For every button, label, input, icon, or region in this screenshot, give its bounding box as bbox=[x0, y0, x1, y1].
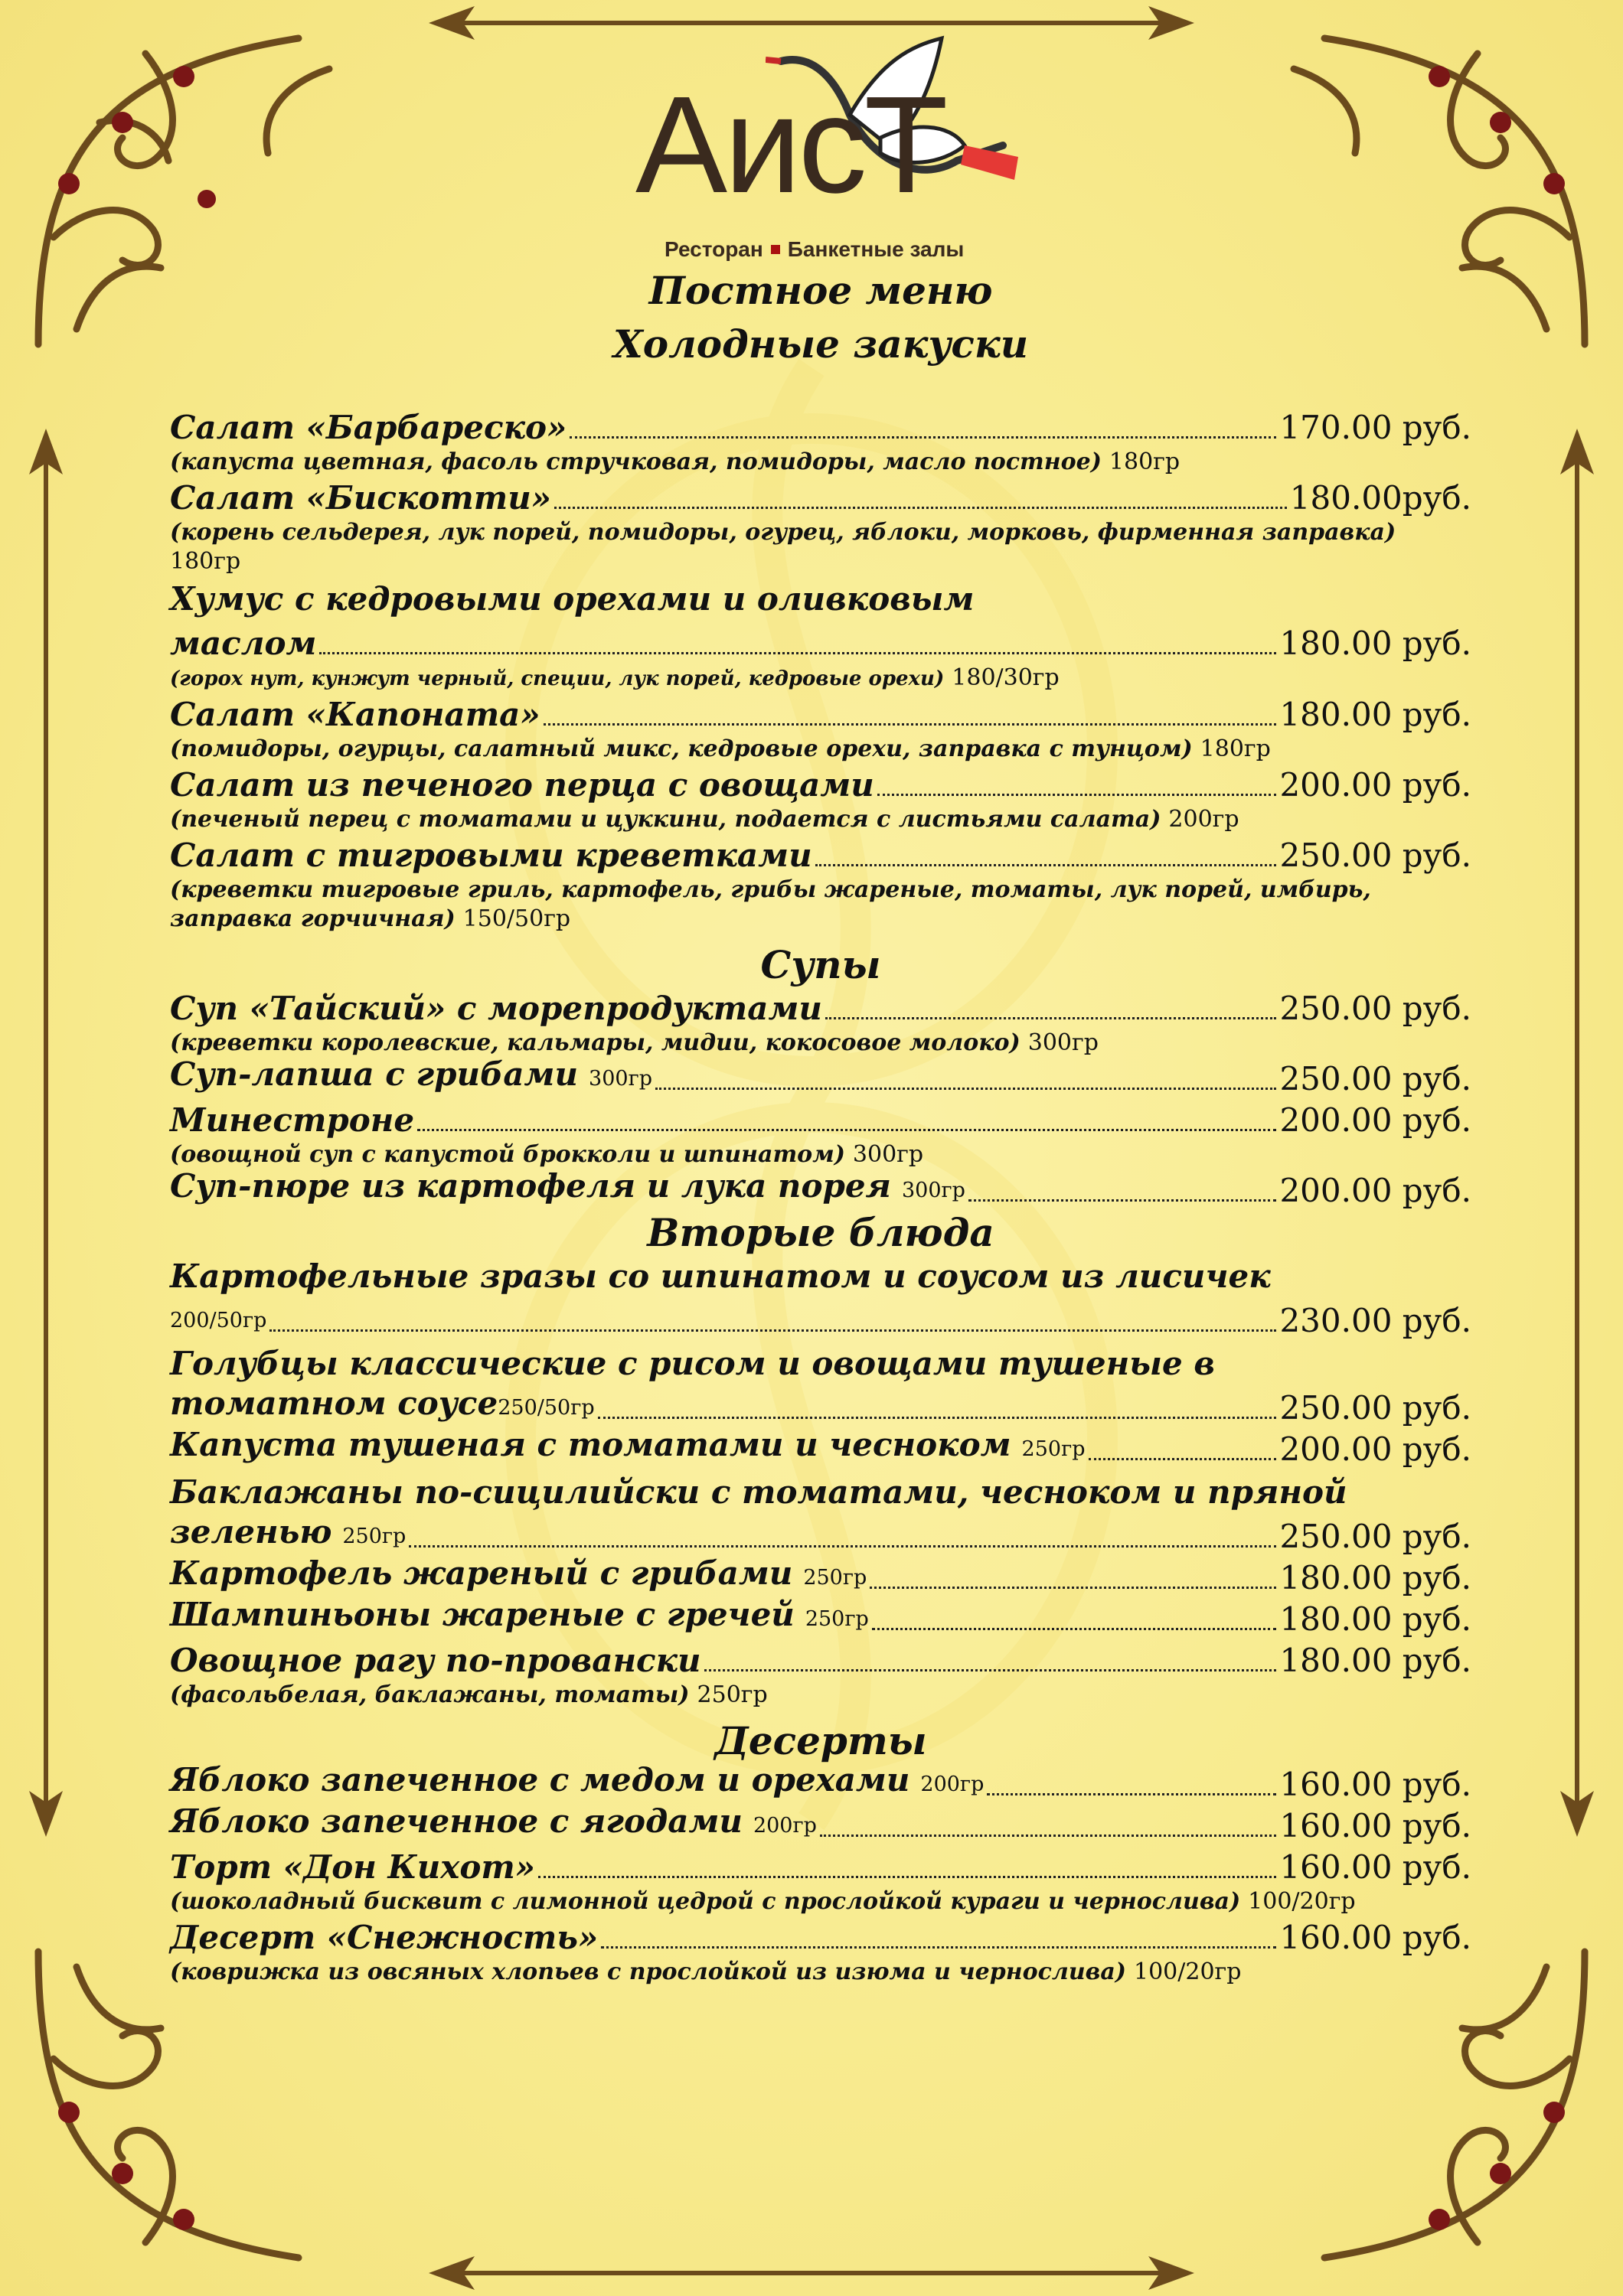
item-name-line1: Хумус с кедровыми орехами и оливковым bbox=[170, 580, 975, 618]
item-name: маслом bbox=[170, 625, 317, 662]
item-weight: 180/30гр bbox=[952, 664, 1060, 691]
item-name-line1: Баклажаны по-сицилийски с томатами, чесноком и пряной bbox=[170, 1473, 1347, 1511]
item-name-text: Капуста тушеная с томатами и чесноком bbox=[170, 1426, 1011, 1463]
item-name: Салат «Капоната» bbox=[170, 696, 540, 733]
logo-text: АисТ bbox=[635, 68, 945, 222]
item-weight: 200гр bbox=[1168, 806, 1239, 833]
menu-item bbox=[170, 764, 1471, 805]
leader-dots bbox=[601, 1946, 1276, 1949]
item-name bbox=[170, 1384, 595, 1428]
item-weight: 300гр bbox=[1027, 1029, 1099, 1056]
section-title: Десерты bbox=[714, 1718, 927, 1763]
item-price: 180.00 руб. bbox=[1279, 1642, 1471, 1679]
item-name bbox=[170, 1055, 652, 1099]
item-name: Салат из печеного перца с овощами bbox=[170, 766, 874, 804]
leader-dots bbox=[1089, 1458, 1277, 1460]
item-description bbox=[170, 805, 1471, 834]
leader-dots bbox=[570, 436, 1276, 439]
item-name bbox=[170, 1166, 965, 1211]
item-weight: 200/50гр bbox=[170, 1309, 267, 1332]
item-price: 160.00 руб. bbox=[1279, 1766, 1471, 1803]
item-price: 160.00 руб. bbox=[1279, 1807, 1471, 1844]
description-text: (овощной суп с капустой брокколи и шпинатом) bbox=[170, 1141, 845, 1168]
item-price: 170.00 руб. bbox=[1279, 409, 1471, 446]
leader-dots bbox=[877, 794, 1277, 796]
menu-item bbox=[170, 1554, 1471, 1598]
leader-dots bbox=[870, 1587, 1276, 1589]
item-description bbox=[170, 735, 1471, 764]
leader-dots bbox=[820, 1835, 1277, 1837]
menu-item bbox=[170, 622, 1471, 664]
border-arrow-icon bbox=[23, 429, 69, 1837]
item-name bbox=[170, 1595, 869, 1639]
menu-item bbox=[170, 477, 1471, 518]
menu-item bbox=[170, 1916, 1471, 1958]
leader-dots bbox=[417, 1129, 1276, 1131]
item-weight: 100/20гр bbox=[1133, 1958, 1242, 1985]
item-name: Суп «Тайский» с морепродуктами bbox=[170, 990, 822, 1027]
menu-item bbox=[170, 1428, 1471, 1469]
description-text: (капуста цветная, фасоль стручковая, помидоры, масло постное) bbox=[170, 448, 1102, 475]
item-weight: 180гр bbox=[1200, 735, 1271, 762]
item-description bbox=[170, 876, 1471, 934]
item-name bbox=[170, 1760, 984, 1805]
section-title: Супы bbox=[760, 942, 881, 987]
item-price: 160.00 руб. bbox=[1279, 1919, 1471, 1956]
item-price: 180.00 руб. bbox=[1279, 1559, 1471, 1596]
item-price: 180.00 руб. bbox=[1279, 696, 1471, 733]
item-name: Десерт «Снежность» bbox=[170, 1919, 599, 1956]
item-name: Салат «Барбареско» bbox=[170, 409, 567, 446]
item-name bbox=[170, 1802, 817, 1846]
item-price: 250.00 руб. bbox=[1279, 837, 1471, 874]
logo-subtitle-left: Ресторан bbox=[665, 237, 763, 261]
item-name: Торт «Дон Кихот» bbox=[170, 1848, 536, 1886]
item-name bbox=[170, 1554, 867, 1598]
item-name: Овощное рагу по-провански bbox=[170, 1642, 701, 1679]
logo-subtitle bbox=[665, 237, 964, 262]
description-text: (горох нут, кунжут черный, специи, лук порей, кедровые орехи) bbox=[170, 667, 945, 690]
item-weight: 300гр bbox=[852, 1141, 924, 1168]
item-name bbox=[170, 1296, 266, 1341]
leader-dots bbox=[598, 1417, 1277, 1419]
item-weight: 250гр bbox=[1021, 1437, 1086, 1461]
item-name-line1: Голубцы классические с рисом и овощами тушеные в bbox=[170, 1345, 1215, 1382]
leader-dots bbox=[704, 1669, 1277, 1671]
item-description bbox=[170, 664, 1471, 693]
item-price: 200.00 руб. bbox=[1279, 1172, 1471, 1209]
leader-dots bbox=[319, 652, 1276, 654]
border-arrow-icon bbox=[1554, 429, 1600, 1837]
section-title: Холодные закуски bbox=[612, 321, 1029, 367]
menu-item bbox=[170, 1802, 1471, 1846]
menu-item bbox=[170, 406, 1471, 448]
item-name-line1: Картофельные зразы со шпинатом и соусом из лисичек bbox=[170, 1257, 1271, 1295]
description-text: (креветки тигровые гриль, картофель, грибы жареные, томаты, лук порей, имбирь, заправка горчичная) bbox=[170, 876, 1371, 932]
item-weight: 100/20гр bbox=[1248, 1888, 1356, 1915]
item-weight: 150/50гр bbox=[462, 905, 571, 932]
description-text: (печеный перец с томатами и цуккини, подается с листьями салата) bbox=[170, 806, 1161, 833]
item-weight: 180гр bbox=[1109, 448, 1181, 475]
item-price: 200.00 руб. bbox=[1279, 766, 1471, 804]
menu-title: Постное меню bbox=[648, 268, 993, 313]
item-name-text: зеленью bbox=[170, 1513, 332, 1551]
item-price: 250.00 руб. bbox=[1279, 990, 1471, 1027]
leader-dots bbox=[409, 1545, 1276, 1548]
menu-item bbox=[170, 1846, 1471, 1887]
item-name-text: Суп-пюре из картофеля и лука порея bbox=[170, 1167, 891, 1205]
item-name-text: томатном соусе bbox=[170, 1384, 498, 1422]
menu-item bbox=[170, 834, 1471, 876]
item-weight: 200гр bbox=[753, 1814, 817, 1838]
item-price: 200.00 руб. bbox=[1279, 1430, 1471, 1468]
item-weight: 300гр bbox=[589, 1067, 652, 1091]
item-price: 160.00 руб. bbox=[1279, 1848, 1471, 1886]
menu bbox=[170, 268, 1471, 1987]
item-weight: 200гр bbox=[920, 1773, 985, 1796]
leader-dots bbox=[825, 1017, 1277, 1019]
section-title: Вторые блюда bbox=[647, 1210, 994, 1255]
description-text: (помидоры, огурцы, салатный микс, кедровые орехи, заправка с тунцом) bbox=[170, 735, 1193, 762]
section-mains bbox=[170, 1211, 1471, 1710]
item-name bbox=[170, 1425, 1086, 1469]
item-weight: 250гр bbox=[805, 1607, 869, 1631]
item-price: 230.00 руб. bbox=[1279, 1302, 1471, 1339]
item-weight: 250гр bbox=[342, 1525, 407, 1548]
leader-dots bbox=[269, 1329, 1276, 1332]
item-description bbox=[170, 1140, 1471, 1169]
item-price: 200.00 руб. bbox=[1279, 1101, 1471, 1139]
leader-dots bbox=[987, 1793, 1276, 1795]
item-description bbox=[170, 1958, 1471, 1987]
item-weight: 180гр bbox=[170, 548, 241, 575]
menu-item bbox=[170, 1639, 1471, 1681]
item-description bbox=[170, 1887, 1471, 1916]
item-name-text: Картофель жареный с грибами bbox=[170, 1554, 793, 1592]
menu-item bbox=[170, 1515, 1471, 1557]
item-price: 250.00 руб. bbox=[1279, 1389, 1471, 1427]
leader-dots bbox=[538, 1876, 1276, 1878]
separator-icon bbox=[771, 245, 780, 254]
leader-dots bbox=[544, 723, 1277, 726]
leader-dots bbox=[872, 1628, 1277, 1630]
item-price: 250.00 руб. bbox=[1279, 1060, 1471, 1097]
menu-item bbox=[170, 1169, 1471, 1211]
menu-item bbox=[170, 693, 1471, 735]
logo-subtitle-right: Банкетные залы bbox=[787, 237, 965, 261]
item-description bbox=[170, 518, 1471, 576]
item-name-text: Суп-лапша с грибами bbox=[170, 1055, 579, 1093]
item-price: 250.00 руб. bbox=[1279, 1518, 1471, 1555]
leader-dots bbox=[968, 1199, 1276, 1202]
item-name-text: Шампиньоны жареные с гречей bbox=[170, 1596, 795, 1633]
item-weight: 250гр bbox=[697, 1681, 768, 1708]
item-description bbox=[170, 1681, 1471, 1710]
item-weight: 300гр bbox=[902, 1179, 965, 1202]
menu-item bbox=[170, 1384, 1471, 1428]
item-description bbox=[170, 1029, 1471, 1058]
item-price: 180.00 руб. bbox=[1279, 625, 1471, 662]
description-text: (корень сельдерея, лук порей, помидоры, огурец, яблоки, морковь, фирменная заправка) bbox=[170, 519, 1396, 546]
restaurant-logo bbox=[635, 31, 1018, 276]
border-arrow-icon bbox=[429, 2250, 1194, 2296]
item-name-text: Яблоко запеченное с медом и орехами bbox=[170, 1761, 910, 1799]
item-description bbox=[170, 448, 1471, 477]
section-desserts bbox=[170, 1710, 1471, 1987]
item-weight: 250гр bbox=[803, 1566, 867, 1590]
menu-item bbox=[170, 1598, 1471, 1639]
description-text: (коврижка из овсяных хлопьев с прослойкой из изюма и чернослива) bbox=[170, 1958, 1126, 1985]
leader-dots bbox=[815, 864, 1277, 866]
description-text: (креветки королевские, кальмары, мидии, кокосовое молоко) bbox=[170, 1029, 1020, 1056]
description-text: (фасольбелая, баклажаны, томаты) bbox=[170, 1681, 690, 1708]
menu-item bbox=[170, 1055, 1471, 1099]
item-price: 180.00руб. bbox=[1289, 479, 1471, 517]
description-text: (шоколадный бисквит с лимонной цедрой с прослойкой кураги и чернослива) bbox=[170, 1888, 1241, 1915]
menu-item bbox=[170, 1763, 1471, 1805]
menu-item bbox=[170, 987, 1471, 1029]
section-cold bbox=[170, 322, 1471, 934]
leader-dots bbox=[655, 1088, 1276, 1090]
item-weight: 250/50гр bbox=[498, 1396, 595, 1420]
item-name bbox=[170, 1512, 406, 1557]
menu-item bbox=[170, 1099, 1471, 1140]
item-price: 180.00 руб. bbox=[1279, 1600, 1471, 1638]
item-name: Салат «Бискотти» bbox=[170, 479, 552, 517]
section-soups bbox=[170, 934, 1471, 1211]
item-name-text: Яблоко запеченное с ягодами bbox=[170, 1802, 743, 1840]
menu-item bbox=[170, 1300, 1471, 1341]
leader-dots bbox=[554, 507, 1287, 509]
item-name: Салат с тигровыми креветками bbox=[170, 837, 812, 874]
item-name: Минестроне bbox=[170, 1101, 415, 1139]
